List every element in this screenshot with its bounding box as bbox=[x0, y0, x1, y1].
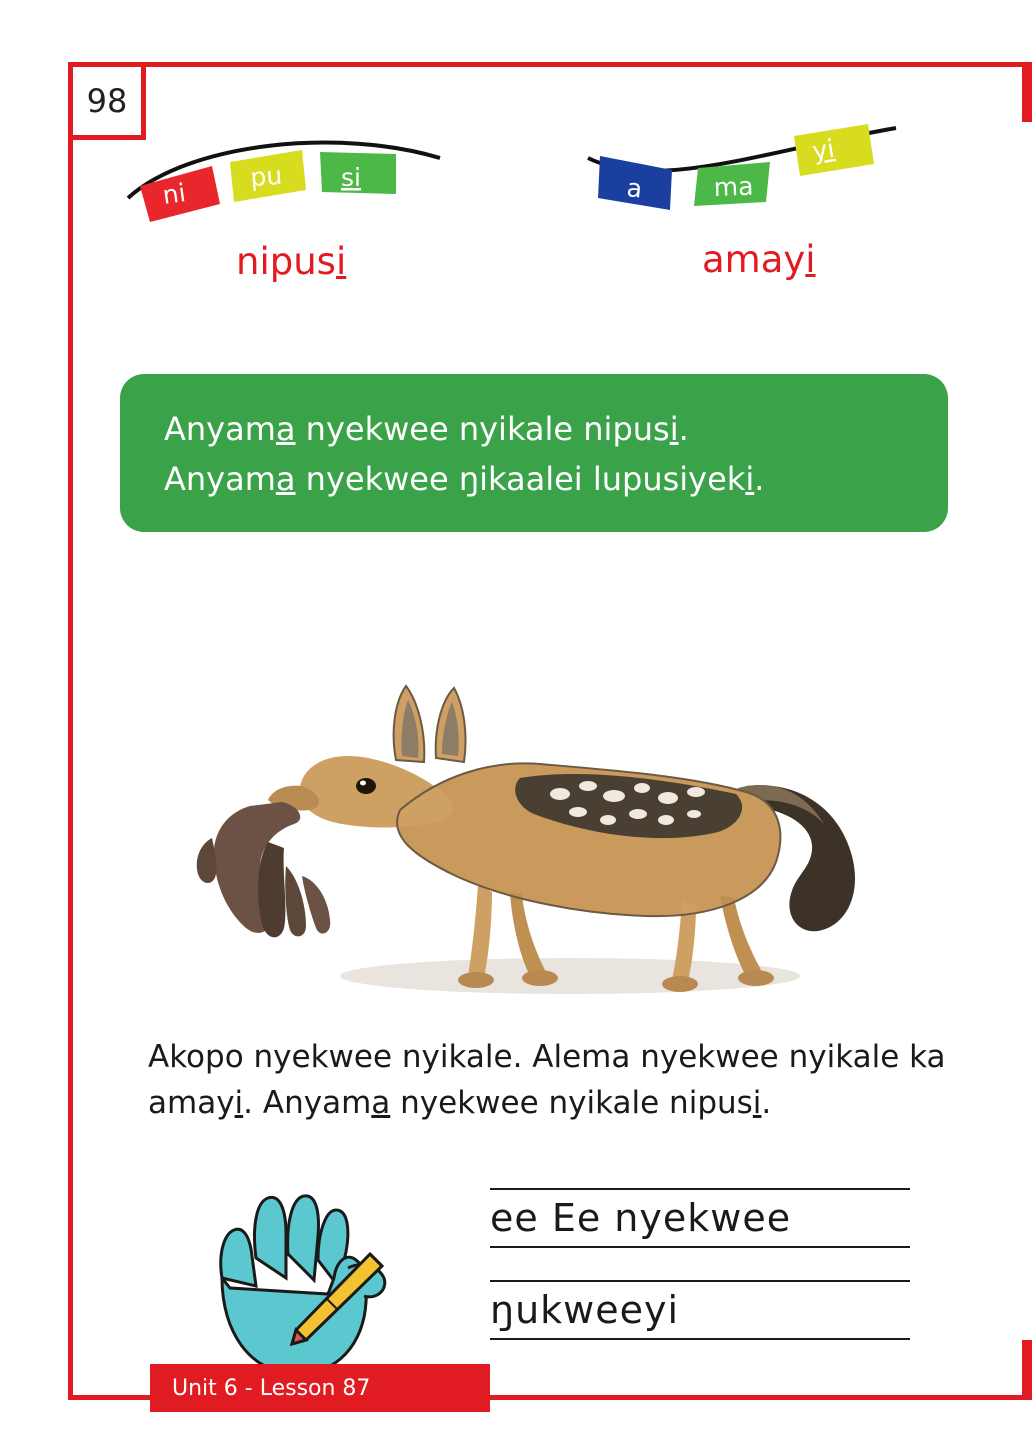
sentence-1-part-d: i bbox=[669, 410, 679, 448]
writing-line-1[interactable]: ee Ee nyekwee bbox=[490, 1188, 910, 1248]
bunting-amayi bbox=[578, 100, 918, 220]
sentence-1-part-b: a bbox=[275, 410, 296, 448]
word-nipusi bbox=[236, 240, 346, 283]
page-number: 98 bbox=[68, 62, 146, 140]
sentence-2-part-d: i bbox=[745, 460, 755, 498]
svg-text:ni: ni bbox=[160, 178, 188, 210]
sentence-1-part-a: Anyam bbox=[164, 410, 276, 448]
sentence-2-part-e: . bbox=[754, 460, 765, 498]
footer-lesson-tab bbox=[150, 1364, 490, 1412]
word-amayi-stem: amay bbox=[702, 238, 806, 281]
body-part-2-underline: a bbox=[371, 1085, 391, 1121]
svg-text:ma: ma bbox=[713, 171, 754, 202]
svg-text:si: si bbox=[341, 163, 361, 192]
jackal-carrying-prey-illustration bbox=[190, 580, 890, 1020]
sentence-2-part-c: nyekwee ŋikaalei lupusiyek bbox=[295, 460, 746, 498]
body-part-2: . Anyam bbox=[243, 1085, 372, 1121]
word-amayi-suffix: i bbox=[805, 238, 816, 281]
bunting-nipusi bbox=[120, 112, 460, 222]
sentence-1-part-e: . bbox=[678, 410, 689, 448]
sentence-2-part-a: Anyam bbox=[164, 460, 276, 498]
writing-line-2[interactable]: ŋukweeyi bbox=[490, 1280, 910, 1340]
sentence-2-part-b: a bbox=[275, 460, 296, 498]
word-nipusi-stem: nipus bbox=[236, 240, 336, 283]
svg-text:yi: yi bbox=[810, 133, 837, 166]
svg-text:pu: pu bbox=[249, 160, 284, 192]
sentence-panel bbox=[120, 374, 948, 532]
body-part-4: . bbox=[761, 1085, 772, 1121]
body-part-1: Akopo nyekwee nyikale. Alema nyekwee nyikale ka amay bbox=[148, 1039, 946, 1121]
sentence-line-1 bbox=[164, 404, 904, 454]
body-paragraph bbox=[148, 1034, 948, 1126]
body-part-3: nyekwee nyikale nipus bbox=[390, 1085, 753, 1121]
footer-lesson-label: Unit 6 - Lesson 87 bbox=[172, 1375, 371, 1401]
word-nipusi-suffix: i bbox=[335, 240, 347, 283]
body-part-1-underline: i bbox=[234, 1085, 244, 1121]
hand-with-pencil-icon bbox=[188, 1182, 408, 1382]
word-amayi bbox=[702, 238, 816, 281]
svg-text:a: a bbox=[625, 173, 644, 204]
body-part-3-underline: i bbox=[752, 1085, 762, 1121]
page-border-accent-bottom bbox=[1022, 1340, 1032, 1400]
page-border-accent-top bbox=[1022, 62, 1032, 122]
sentence-1-part-c: nyekwee nyikale nipus bbox=[295, 410, 670, 448]
writing-practice-area bbox=[490, 1188, 910, 1372]
sentence-line-2 bbox=[164, 454, 904, 504]
